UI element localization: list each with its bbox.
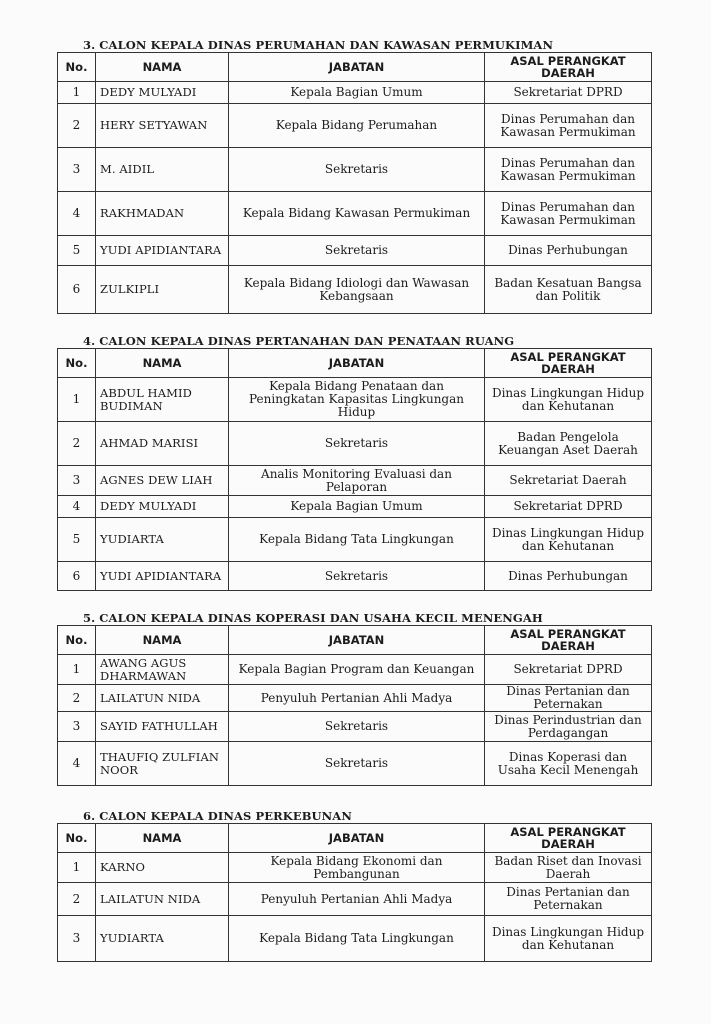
cell-jabatan: Sekretaris	[229, 148, 485, 192]
cell-nama: YUDIARTA	[96, 916, 229, 962]
cell-no: 2	[58, 883, 96, 916]
table-row	[58, 518, 652, 562]
table-row	[58, 742, 652, 786]
cell-jabatan: Kepala Bidang Ekonomi dan Pembangunan	[229, 853, 485, 883]
header-no: No.	[58, 626, 96, 655]
cell-nama: YUDI APIDIANTARA	[96, 562, 229, 591]
table-row	[58, 496, 652, 518]
cell-jabatan: Sekretaris	[229, 742, 485, 786]
table-header-row	[58, 626, 652, 655]
cell-no: 6	[58, 266, 96, 314]
cell-jabatan: Penyuluh Pertanian Ahli Madya	[229, 883, 485, 916]
section-title: 6. CALON KEPALA DINAS PERKEBUNAN	[83, 809, 352, 823]
header-jabatan: JABATAN	[229, 824, 485, 853]
cell-jabatan: Kepala Bagian Umum	[229, 496, 485, 518]
cell-jabatan: Sekretaris	[229, 712, 485, 742]
section-title: 4. CALON KEPALA DINAS PERTANAHAN DAN PENATAAN RUANG	[83, 334, 515, 348]
header-jabatan: JABATAN	[229, 626, 485, 655]
cell-jabatan: Kepala Bidang Tata Lingkungan	[229, 916, 485, 962]
cell-no: 4	[58, 192, 96, 236]
header-nama: NAMA	[96, 53, 229, 82]
cell-no: 3	[58, 148, 96, 192]
cell-asal: Badan Kesatuan Bangsa dan Politik	[485, 266, 652, 314]
cell-asal: Dinas Lingkungan Hidup dan Kehutanan	[485, 518, 652, 562]
cell-jabatan: Kepala Bidang Perumahan	[229, 104, 485, 148]
table-row	[58, 266, 652, 314]
table-row	[58, 378, 652, 422]
candidates-table	[57, 823, 652, 962]
cell-nama: AWANG AGUS DHARMAWAN	[96, 655, 229, 685]
cell-asal: Sekretariat DPRD	[485, 496, 652, 518]
table-row	[58, 883, 652, 916]
cell-no: 1	[58, 82, 96, 104]
cell-asal: Dinas Perindustrian dan Perdagangan	[485, 712, 652, 742]
cell-no: 1	[58, 655, 96, 685]
table-row	[58, 916, 652, 962]
table-row	[58, 655, 652, 685]
header-no: No.	[58, 53, 96, 82]
cell-nama: AHMAD MARISI	[96, 422, 229, 466]
section-title: 3. CALON KEPALA DINAS PERUMAHAN DAN KAWASAN PERMUKIMAN	[83, 38, 554, 52]
cell-nama: DEDY MULYADI	[96, 82, 229, 104]
cell-no: 2	[58, 104, 96, 148]
table-row	[58, 148, 652, 192]
table-header-row	[58, 824, 652, 853]
header-nama: NAMA	[96, 824, 229, 853]
table-row	[58, 236, 652, 266]
table-row	[58, 422, 652, 466]
candidates-table	[57, 52, 652, 314]
cell-asal: Dinas Perumahan dan Kawasan Permukiman	[485, 148, 652, 192]
table-row	[58, 712, 652, 742]
cell-nama: LAILATUN NIDA	[96, 685, 229, 712]
table-row	[58, 562, 652, 591]
table-row	[58, 685, 652, 712]
table-row	[58, 192, 652, 236]
header-jabatan: JABATAN	[229, 53, 485, 82]
cell-asal: Dinas Perhubungan	[485, 236, 652, 266]
header-asal: ASAL PERANGKAT DAERAH	[485, 824, 652, 853]
table-header-row	[58, 349, 652, 378]
cell-jabatan: Kepala Bagian Umum	[229, 82, 485, 104]
cell-nama: YUDI APIDIANTARA	[96, 236, 229, 266]
header-asal: ASAL PERANGKAT DAERAH	[485, 626, 652, 655]
cell-no: 5	[58, 236, 96, 266]
header-nama: NAMA	[96, 349, 229, 378]
cell-nama: AGNES DEW LIAH	[96, 466, 229, 496]
cell-nama: RAKHMADAN	[96, 192, 229, 236]
cell-asal: Dinas Perhubungan	[485, 562, 652, 591]
header-no: No.	[58, 349, 96, 378]
cell-nama: LAILATUN NIDA	[96, 883, 229, 916]
cell-asal: Sekretariat Daerah	[485, 466, 652, 496]
cell-no: 6	[58, 562, 96, 591]
table-row	[58, 82, 652, 104]
cell-nama: M. AIDIL	[96, 148, 229, 192]
cell-asal: Dinas Pertanian dan Peternakan	[485, 883, 652, 916]
header-asal: ASAL PERANGKAT DAERAH	[485, 53, 652, 82]
section-6	[57, 809, 651, 962]
cell-no: 2	[58, 685, 96, 712]
cell-nama: ABDUL HAMID BUDIMAN	[96, 378, 229, 422]
header-jabatan: JABATAN	[229, 349, 485, 378]
cell-asal: Dinas Perumahan dan Kawasan Permukiman	[485, 104, 652, 148]
table-row	[58, 466, 652, 496]
cell-asal: Sekretariat DPRD	[485, 82, 652, 104]
table-row	[58, 853, 652, 883]
cell-jabatan: Sekretaris	[229, 236, 485, 266]
cell-jabatan: Kepala Bidang Kawasan Permukiman	[229, 192, 485, 236]
cell-no: 3	[58, 466, 96, 496]
table-row	[58, 104, 652, 148]
cell-asal: Dinas Pertanian dan Peternakan	[485, 685, 652, 712]
cell-jabatan: Analis Monitoring Evaluasi dan Pelaporan	[229, 466, 485, 496]
cell-no: 3	[58, 712, 96, 742]
cell-nama: KARNO	[96, 853, 229, 883]
cell-nama: DEDY MULYADI	[96, 496, 229, 518]
cell-asal: Badan Pengelola Keuangan Aset Daerah	[485, 422, 652, 466]
section-3	[57, 38, 651, 314]
header-nama: NAMA	[96, 626, 229, 655]
section-title: 5. CALON KEPALA DINAS KOPERASI DAN USAHA KECIL MENENGAH	[83, 611, 543, 625]
table-header-row	[58, 53, 652, 82]
cell-asal: Dinas Lingkungan Hidup dan Kehutanan	[485, 378, 652, 422]
cell-nama: ZULKIPLI	[96, 266, 229, 314]
cell-jabatan: Penyuluh Pertanian Ahli Madya	[229, 685, 485, 712]
cell-jabatan: Sekretaris	[229, 422, 485, 466]
cell-jabatan: Kepala Bagian Program dan Keuangan	[229, 655, 485, 685]
cell-asal: Sekretariat DPRD	[485, 655, 652, 685]
cell-jabatan: Kepala Bidang Idiologi dan Wawasan Kebangsaan	[229, 266, 485, 314]
cell-no: 4	[58, 742, 96, 786]
cell-asal: Dinas Lingkungan Hidup dan Kehutanan	[485, 916, 652, 962]
cell-no: 3	[58, 916, 96, 962]
cell-no: 5	[58, 518, 96, 562]
cell-asal: Dinas Perumahan dan Kawasan Permukiman	[485, 192, 652, 236]
section-4	[57, 334, 651, 591]
cell-nama: THAUFIQ ZULFIAN NOOR	[96, 742, 229, 786]
cell-no: 4	[58, 496, 96, 518]
candidates-table	[57, 625, 652, 786]
cell-jabatan: Sekretaris	[229, 562, 485, 591]
cell-jabatan: Kepala Bidang Penataan dan Peningkatan Kapasitas Lingkungan Hidup	[229, 378, 485, 422]
header-no: No.	[58, 824, 96, 853]
cell-no: 1	[58, 853, 96, 883]
candidates-table	[57, 348, 652, 591]
cell-jabatan: Kepala Bidang Tata Lingkungan	[229, 518, 485, 562]
section-5	[57, 611, 651, 786]
header-asal: ASAL PERANGKAT DAERAH	[485, 349, 652, 378]
cell-nama: HERY SETYAWAN	[96, 104, 229, 148]
cell-asal: Dinas Koperasi dan Usaha Kecil Menengah	[485, 742, 652, 786]
cell-nama: SAYID FATHULLAH	[96, 712, 229, 742]
cell-no: 1	[58, 378, 96, 422]
cell-asal: Badan Riset dan Inovasi Daerah	[485, 853, 652, 883]
cell-no: 2	[58, 422, 96, 466]
cell-nama: YUDIARTA	[96, 518, 229, 562]
